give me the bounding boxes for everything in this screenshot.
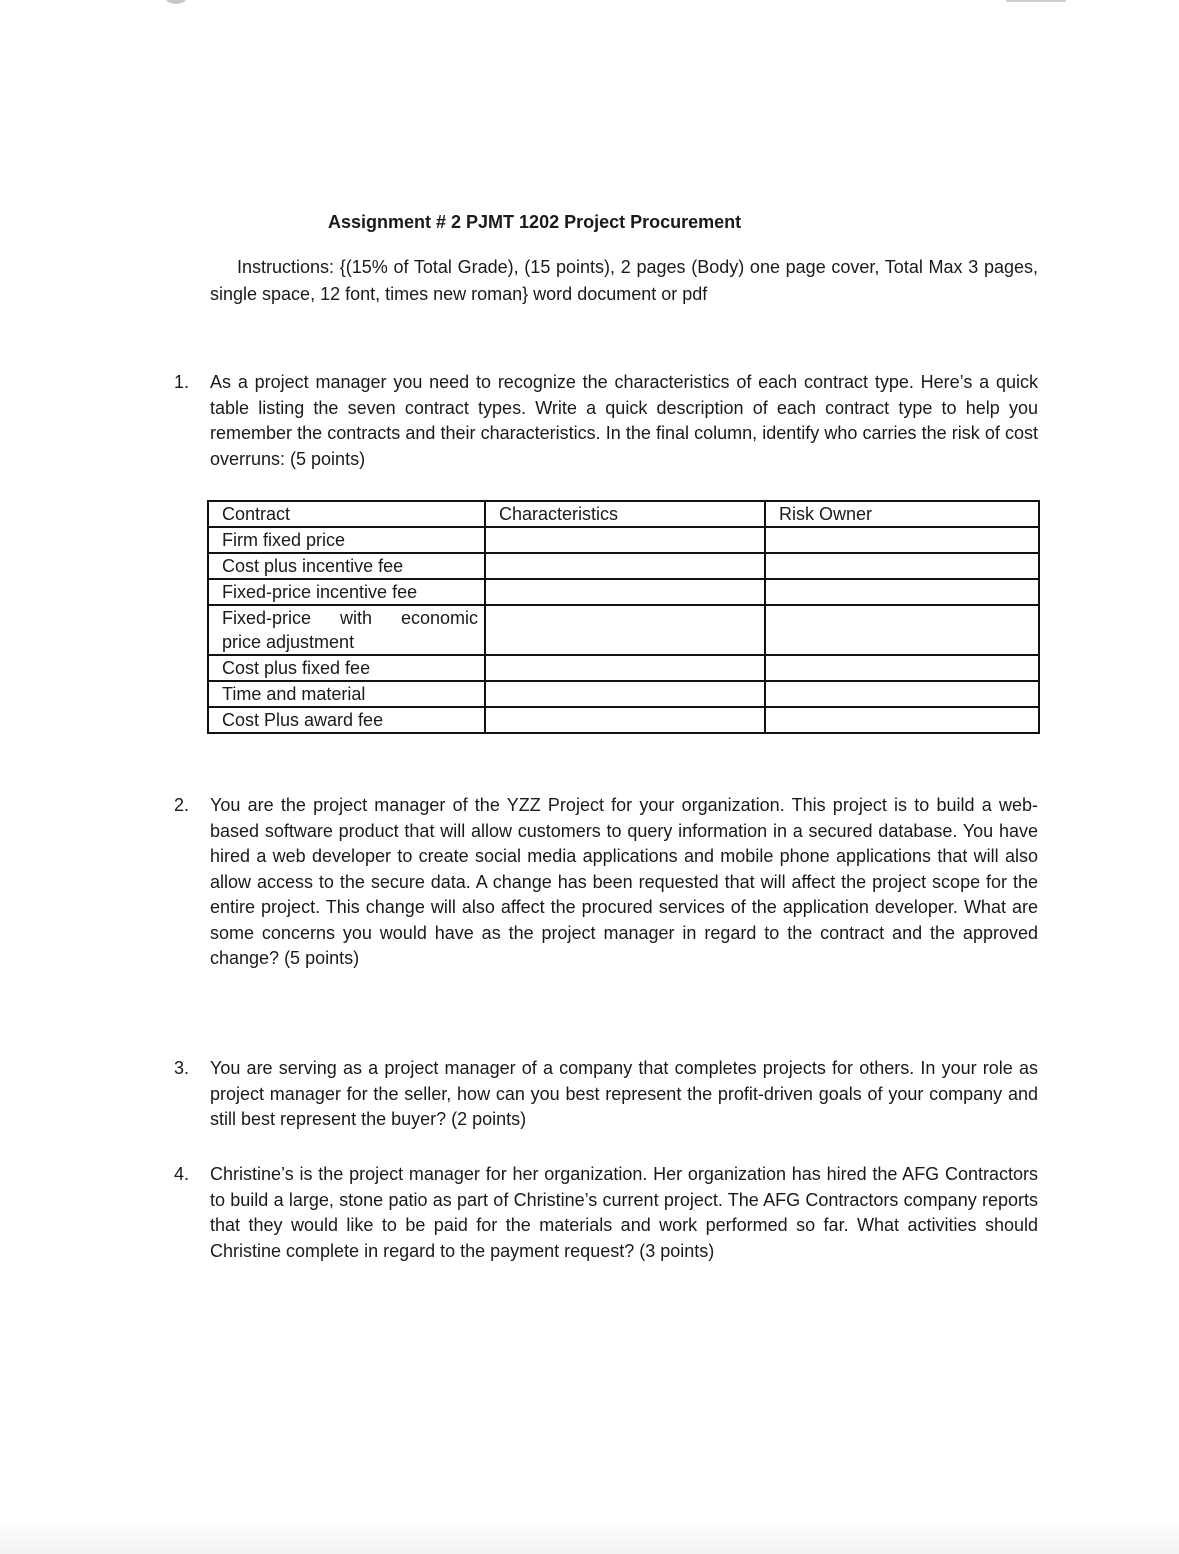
question-number: 1. <box>174 372 190 392</box>
risk-owner-cell <box>765 655 1039 681</box>
question-2 <box>174 793 1038 972</box>
question-text: You are serving as a project manager of a company that completes projects for others. In your role as project manager for the seller, how can you best represent the profit-driven goals of your company and still best represent the buyer? (2 points) <box>210 1058 1038 1129</box>
table-header-row <box>208 501 1039 527</box>
table-header-cell: Risk Owner <box>765 501 1039 527</box>
characteristics-cell <box>485 579 765 605</box>
contract-types-table <box>207 500 1040 734</box>
table-row <box>208 579 1039 605</box>
contract-cell: Firm fixed price <box>208 527 485 553</box>
question-number: 2. <box>174 795 190 815</box>
table-row <box>208 681 1039 707</box>
contract-cell: Cost plus incentive fee <box>208 553 485 579</box>
characteristics-cell <box>485 707 765 733</box>
risk-owner-cell <box>765 707 1039 733</box>
question-number: 4. <box>174 1164 190 1184</box>
contract-cell: Fixed-price incentive fee <box>208 579 485 605</box>
risk-owner-cell <box>765 681 1039 707</box>
risk-owner-cell <box>765 579 1039 605</box>
question-text: You are the project manager of the YZZ Project for your organization. This project is to build a web-based software product that will allow customers to query information in a secured database. You have hired a web developer to create social media applications and mobile phone applications that will also allow access to the secure data. A change has been requested that will affect the project scope for the entire project. This change will also affect the procured services of the application developer. What are some concerns you would have as the project manager in regard to the contract and the approved change? (5 points) <box>210 795 1038 968</box>
table-row <box>208 655 1039 681</box>
table-row <box>208 527 1039 553</box>
risk-owner-cell <box>765 605 1039 655</box>
risk-owner-cell <box>765 553 1039 579</box>
characteristics-cell <box>485 605 765 655</box>
contract-cell-line: Fixed-price with economic <box>222 608 478 628</box>
question-number: 3. <box>174 1058 190 1078</box>
scan-shadow <box>0 1520 1179 1554</box>
contract-cell <box>208 605 485 655</box>
scan-artifact <box>1006 0 1066 2</box>
table-header-cell: Characteristics <box>485 501 765 527</box>
characteristics-cell <box>485 527 765 553</box>
table-header-cell: Contract <box>208 501 485 527</box>
contract-cell: Cost Plus award fee <box>208 707 485 733</box>
instructions-paragraph: Instructions: {(15% of Total Grade), (15 points), 2 pages (Body) one page cover, Total Max 3 pages, single space, 12 font, times new roman} word document or pdf <box>210 257 1038 304</box>
characteristics-cell <box>485 655 765 681</box>
table-row <box>208 605 1039 655</box>
question-text: Christine’s is the project manager for her organization. Her organization has hired the AFG Contractors to build a large, stone patio as part of Christine’s current project. The AFG Contractors company reports that they would like to be paid for the materials and work performed so far. What activities should Christine complete in regard to the payment request? (3 points) <box>210 1164 1038 1261</box>
characteristics-cell <box>485 553 765 579</box>
question-1 <box>174 370 1038 472</box>
question-text: As a project manager you need to recognize the characteristics of each contract type. Here’s a quick table listing the seven contract types. Write a quick description of each contract type to help you remember the contracts and their characteristics. In the final column, identify who carries the risk of cost overruns: (5 points) <box>210 372 1038 469</box>
characteristics-cell <box>485 681 765 707</box>
table-row <box>208 707 1039 733</box>
question-3 <box>174 1056 1038 1133</box>
scan-artifact <box>166 0 186 4</box>
risk-owner-cell <box>765 527 1039 553</box>
table-row <box>208 553 1039 579</box>
contract-cell: Cost plus fixed fee <box>208 655 485 681</box>
document-title: Assignment # 2 PJMT 1202 Project Procurement <box>328 212 742 232</box>
contract-cell: Time and material <box>208 681 485 707</box>
contract-cell-line: price adjustment <box>222 632 355 652</box>
question-4 <box>174 1162 1038 1264</box>
